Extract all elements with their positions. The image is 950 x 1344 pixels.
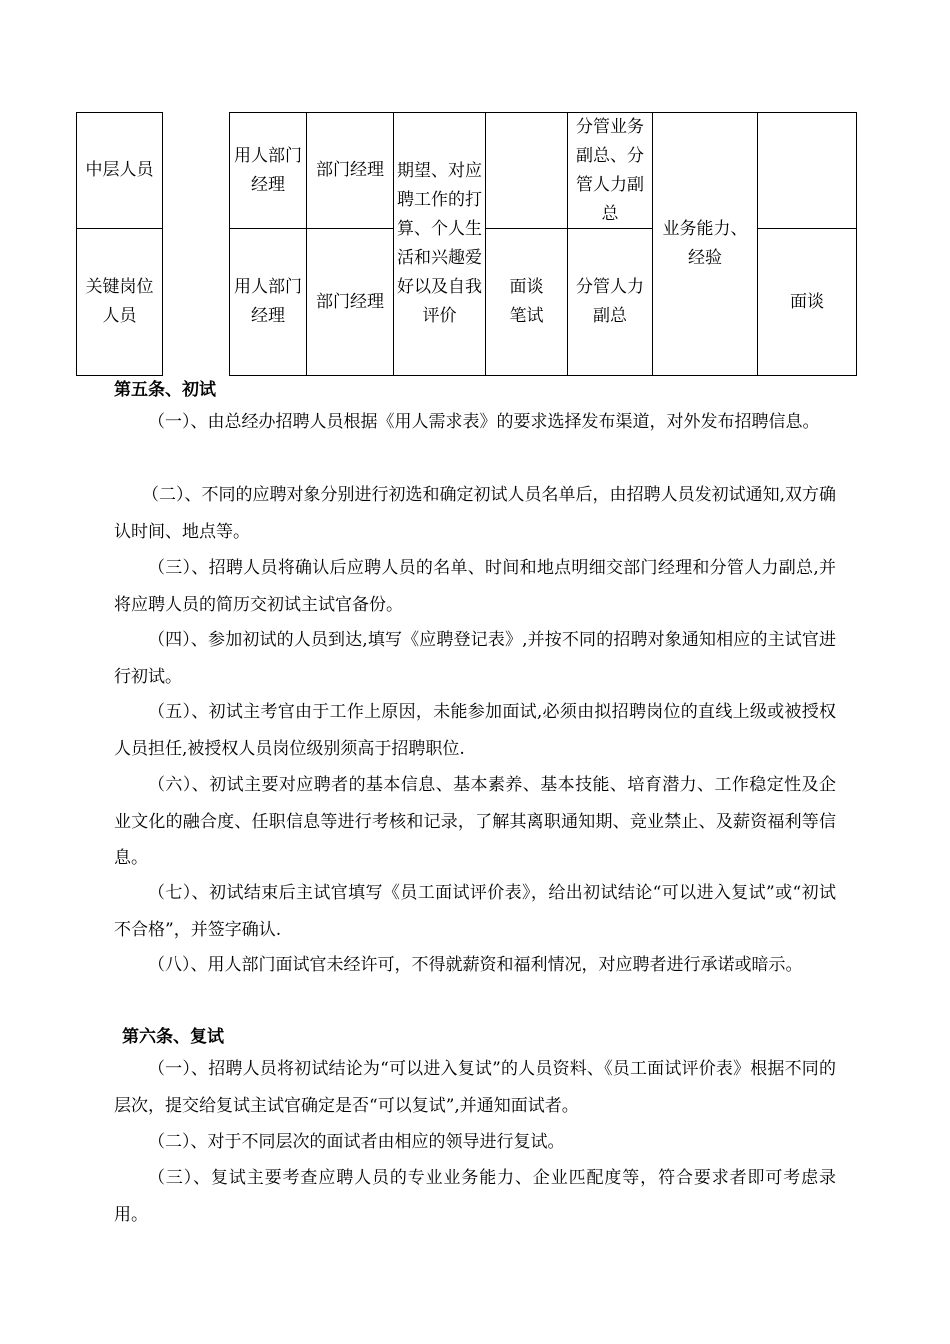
table-cell-focus: 业务能力、经验 xyxy=(652,112,758,376)
table-cell-content: 期望、对应聘工作的打算、个人生活和兴趣爱好以及自我评价 xyxy=(393,112,486,376)
table-cell-interviewer: 用人部门经理 xyxy=(229,228,307,376)
table-cell-final-interviewer: 分管人力副总 xyxy=(567,228,653,376)
paragraph: （四）、参加初试的人员到达,填写《应聘登记表》,并按不同的招聘对象通知相应的主试官进行初试。 xyxy=(114,630,836,687)
paragraph: （一）、招聘人员将初试结论为“可以进入复试”的人员资料、《员工面试评价表》根据不同的层次，提交给复试主试官确定是否“可以复试”,并通知面试者。 xyxy=(114,1059,836,1116)
section-heading: 第六条、复试 xyxy=(122,1027,224,1047)
paragraph: （三）、复试主要考查应聘人员的专业业务能力、企业匹配度等，符合要求者即可考虑录用。 xyxy=(114,1168,836,1225)
table-cell-category: 中层人员 xyxy=(76,112,163,229)
paragraph: （六）、初试主要对应聘者的基本信息、基本素养、基本技能、培育潜力、工作稳定性及企业文化的融合度、任职信息等进行考核和记录，了解其离职通知期、竞业禁止、及薪资福利等信息。 xyxy=(114,775,836,868)
table-cell-final-interviewer: 分管业务副总、分管人力副总 xyxy=(567,112,653,229)
table-cell-final-method: 面谈 xyxy=(757,228,857,376)
paragraph: （八）、用人部门面试官未经许可，不得就薪资和福利情况，对应聘者进行承诺或暗示。 xyxy=(148,955,803,975)
paragraph: （二）、不同的应聘对象分别进行初选和确定初试人员名单后，由招聘人员发初试通知,双方确认时间、地点等。 xyxy=(114,485,836,542)
paragraph: （五）、初试主考官由于工作上原因，未能参加面试,必须由拟招聘岗位的直线上级或被授权人员担任,被授权人员岗位级别须高于招聘职位. xyxy=(114,702,836,759)
table-cell-interviewer: 用人部门经理 xyxy=(229,112,307,229)
table-cell-position: 部门经理 xyxy=(306,112,394,229)
table-cell-method: 面谈笔试 xyxy=(485,228,568,376)
table-cell-method xyxy=(485,112,568,229)
table-cell-category: 关键岗位人员 xyxy=(76,228,163,376)
section-heading: 第五条、初试 xyxy=(114,380,216,400)
table-cell-position: 部门经理 xyxy=(306,228,394,376)
paragraph: （一）、由总经办招聘人员根据《用人需求表》的要求选择发布渠道，对外发布招聘信息。 xyxy=(148,412,820,432)
table-cell-final-method xyxy=(757,112,857,229)
paragraph: （七）、初试结束后主试官填写《员工面试评价表》，给出初试结论“可以进入复试”或“初试不合格”，并签字确认. xyxy=(114,883,836,940)
paragraph: （三）、招聘人员将确认后应聘人员的名单、时间和地点明细交部门经理和分管人力副总,并将应聘人员的简历交初试主试官备份。 xyxy=(114,558,836,615)
paragraph: （二）、对于不同层次的面试者由相应的领导进行复试。 xyxy=(148,1132,565,1152)
